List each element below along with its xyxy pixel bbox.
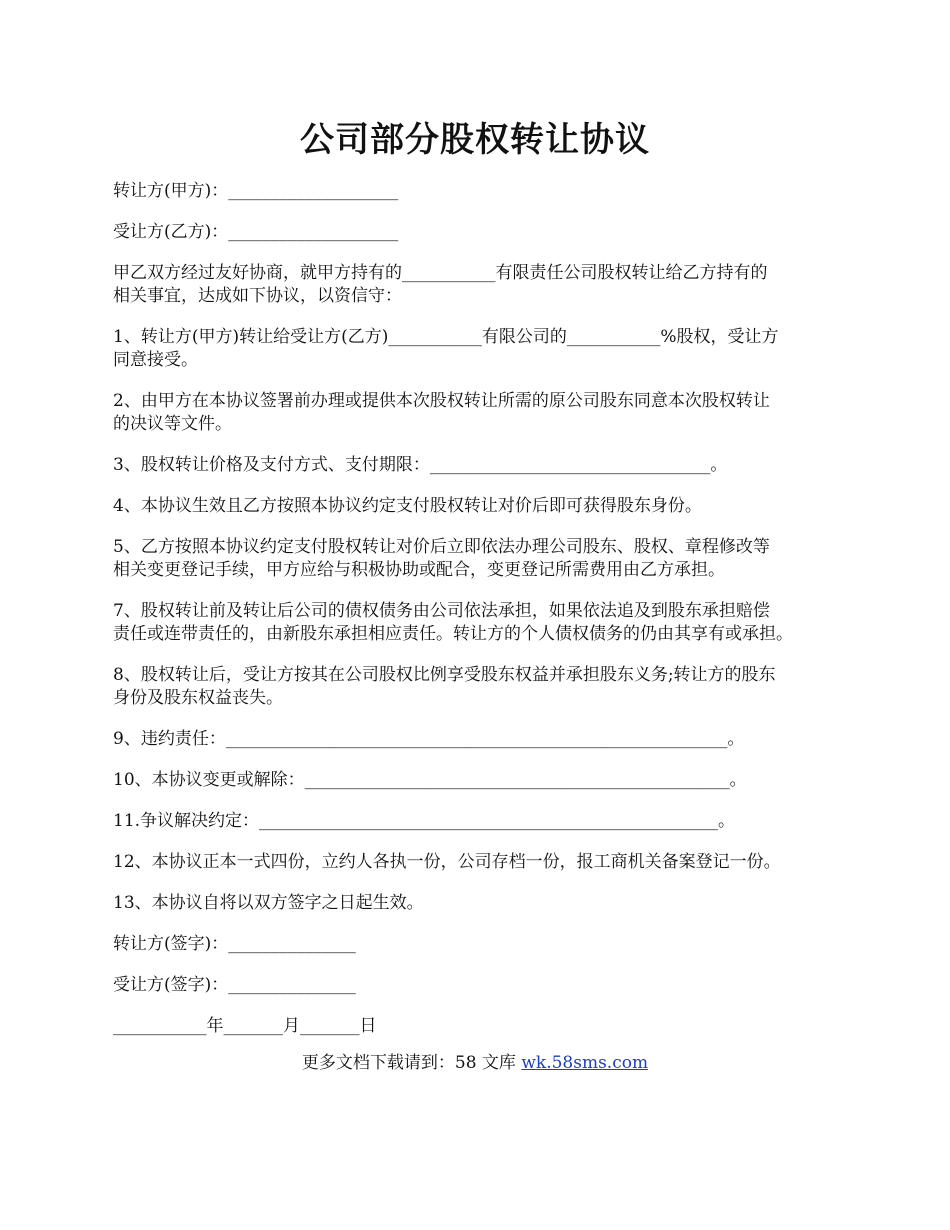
clause-2: 2、由甲方在本协议签署前办理或提供本次股权转让所需的原公司股东同意本次股权转让 的决议等文件。 [113,391,770,434]
footer-prefix: 更多文档下载请到：58 文库 [301,1053,522,1073]
clause-7: 7、股权转让前及转让后公司的债权债务由公司依法承担，如果依法追及到股东承担赔偿 责任或连带责任的，由新股东承担相应责任。转让方的个人债权债务的仍由其享有或承担。 [113,601,793,644]
document-body [113,180,853,1056]
clause-1: 1、转让方(甲方)转让给受让方(乙方)___________有限公司的___________%股权，受让方 同意接受。 [113,327,779,370]
clause-3: 3、股权转让价格及支付方式、支付期限：_________________________________。 [113,455,728,475]
signature-party-a: 转让方(签字)：_______________ [113,934,356,954]
clause-8: 8、股权转让后，受让方按其在公司股权比例享受股东权益并承担股东义务;转让方的股东 身份及股东权益丧失。 [113,665,776,708]
clause-4: 4、本协议生效且乙方按照本协议约定支付股权转让对价后即可获得股东身份。 [113,496,702,516]
download-footer [0,1052,950,1075]
footer-link[interactable]: wk.58sms.com [521,1053,649,1073]
clause-9: 9、违约责任：___________________________________________________________。 [113,729,745,749]
clause-5: 5、乙方按照本协议约定支付股权转让对价后立即依法办理公司股东、股权、章程修改等 相关变更登记手续，甲方应给与积极协助或配合，变更登记所需费用由乙方承担。 [113,537,770,580]
clause-13: 13、本协议自将以双方签字之日起生效。 [113,893,424,913]
date-line: ___________年_______月_______日 [113,1016,377,1036]
party-a-line: 转让方(甲方)：____________________ [113,181,399,201]
signature-party-b: 受让方(签字)：_______________ [113,975,356,995]
clause-11: 11.争议解决约定：______________________________________________________。 [113,811,736,831]
preamble-paragraph: 甲乙双方经过友好协商，就甲方持有的___________有限责任公司股权转让给乙方持有的 相关事宜，达成如下协议，以资信守： [113,263,768,306]
party-b-line: 受让方(乙方)：____________________ [113,222,399,242]
clause-12: 12、本协议正本一式四份，立约人各执一份，公司存档一份，报工商机关备案登记一份。 [113,852,781,872]
clause-10: 10、本协议变更或解除：__________________________________________________。 [113,770,747,790]
document-title: 公司部分股权转让协议 [300,120,650,160]
